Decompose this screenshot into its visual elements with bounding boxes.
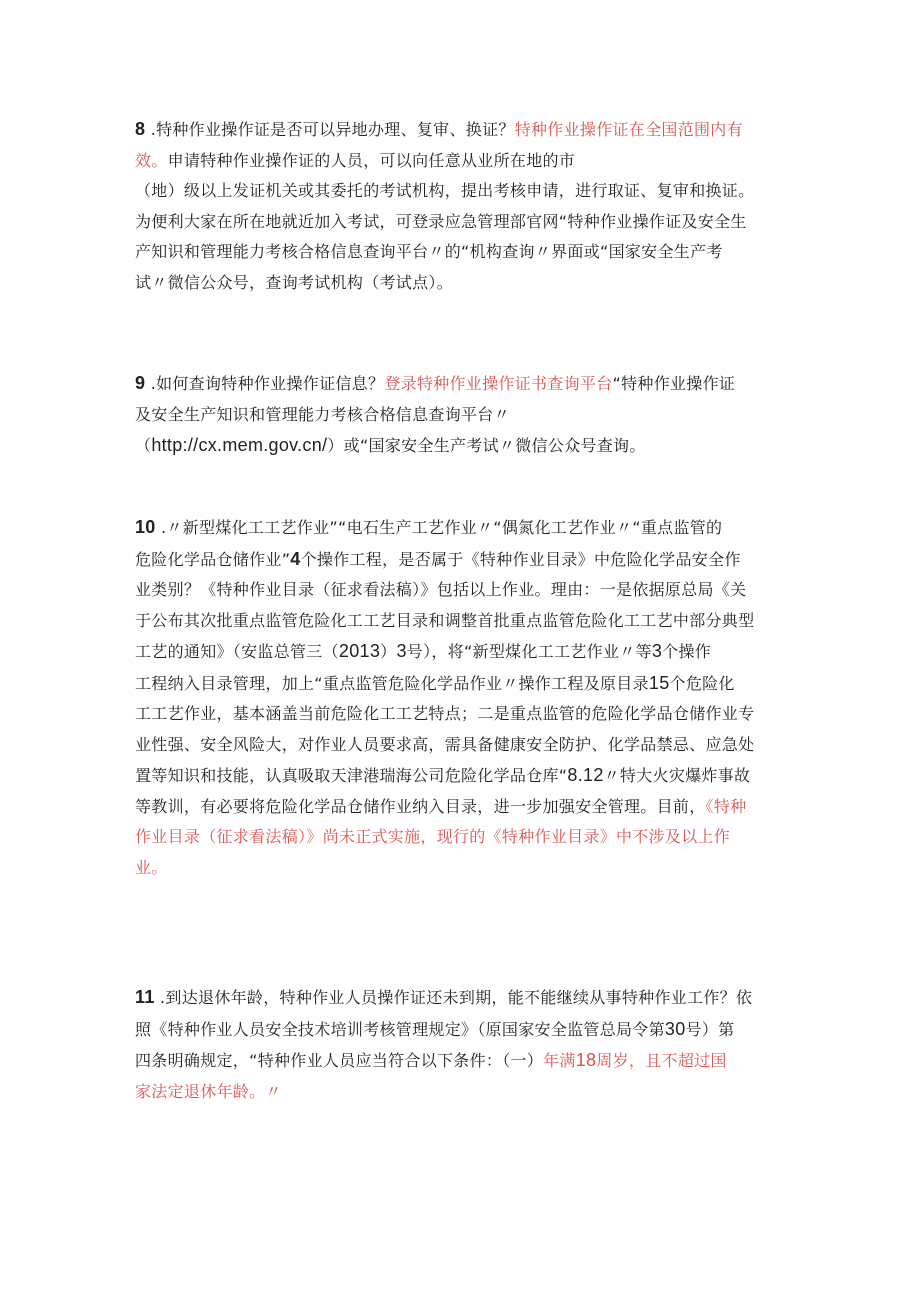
text-run: 年满 (543, 1051, 576, 1070)
text-run: 照《特种作业人员安全技术培训考核管理规定》（原国家安全监管总局令第 (135, 1019, 665, 1039)
text-line (135, 368, 795, 400)
text-line (135, 982, 795, 1014)
text-line (135, 730, 795, 761)
text-run: 四条明确规定，“特种作业人员应当符合以下条件：（一） (135, 1051, 544, 1070)
text-line (135, 792, 795, 823)
text-line (135, 268, 795, 299)
text-run: 10 (135, 517, 156, 537)
text-line (135, 512, 795, 544)
text-line (135, 544, 795, 576)
item-10 (135, 512, 795, 883)
text-run: 8 (135, 119, 146, 139)
text-line (135, 114, 795, 146)
text-run: 效。 (135, 150, 168, 170)
text-run: 个操作 (662, 642, 712, 661)
item-8 (135, 114, 795, 298)
text-run: 3 (396, 641, 407, 661)
text-run: 等教训，有必要将危险化学品仓储作业纳入目录，进一步加强安全管理。目前， (135, 796, 706, 816)
text-run: 工程纳入目录管理，加上“重点监管危险化学品作业〃操作工程及原目录 (135, 673, 649, 693)
text-run: 试〃微信公众号，查询考试机构（考试点）。 (135, 272, 454, 292)
text-run: 业性强、安全风险大，对作业人员要求高，需具备健康安全防护、化学品禁忌、应急处 (135, 734, 755, 754)
text-line (135, 237, 795, 268)
text-run: 30 (664, 1018, 686, 1039)
text-run: 申请特种作业操作证的人员，可以向任意从业所在地的市 (167, 150, 576, 170)
text-run: “特种作业操作证 (612, 374, 736, 393)
text-run: （ (135, 436, 152, 455)
text-line (135, 400, 795, 431)
text-run: 15 (648, 672, 670, 693)
text-line (135, 699, 795, 730)
text-run: 置等知识和技能，认真吸取天津港瑞海公司危险化学品仓库“ (135, 766, 568, 785)
text-run: .〃新型煤化工工艺作业”“电石生产工艺作业〃“偶氮化工艺作业〃“重点监管的 (155, 518, 723, 537)
text-run: 工艺的通知》（安监总管三（ (135, 642, 339, 661)
text-run: 产知识和管理能力考核合格信息查询平台〃的“机构查询〃界面或“国家安全生产考 (135, 242, 723, 261)
text-run: .到达退休年龄，特种作业人员操作证还未到期，能不能继续从事特种作业工作？依 (154, 988, 753, 1007)
text-line (135, 1045, 795, 1077)
text-line (135, 575, 795, 606)
text-line (135, 146, 795, 177)
text-run: 工工艺作业，基本涵盖当前危险化工工艺特点；二是重点监管的危险化学品仓储作业专 (135, 704, 755, 723)
text-run: 特种作业操作证在全国范围内有 (514, 120, 743, 139)
text-run: 号）第 (685, 1019, 735, 1039)
text-line (135, 822, 795, 853)
text-run: ） (380, 642, 397, 661)
text-run: 4 (290, 548, 301, 569)
text-run: 业类别？《特种作业目录（征求看法稿）》包括以上作业。理由：一是依据原总局《关 (135, 580, 747, 599)
text-run: .特种作业操作证是否可以异地办理、复审、换证？ (145, 120, 515, 139)
text-line (135, 760, 795, 792)
text-run: 为便利大家在所在地就近加入考试，可登录应急管理部官网“特种作业操作证及安全生 (135, 211, 747, 231)
text-run: 及安全生产知识和管理能力考核合格信息查询平台〃 (135, 404, 510, 424)
text-run: 业。 (135, 857, 168, 877)
text-run: 号），将“新型煤化工工艺作业〃等 (406, 642, 652, 661)
text-run: 3 (651, 641, 663, 661)
text-line (135, 176, 795, 207)
text-run: ）或“国家安全生产考试〃微信公众号查询。 (327, 436, 646, 455)
text-run: 《特种 (705, 796, 747, 816)
text-line (135, 1077, 795, 1108)
text-line (135, 1014, 795, 1046)
text-run: 9 (135, 373, 146, 393)
text-run: 18 (575, 1050, 597, 1070)
text-run: 于公布其次批重点监管危险化工工艺目录和调整首批重点监管危险化工工艺中部分典型 (135, 610, 755, 630)
text-line (135, 606, 795, 637)
text-line (135, 207, 795, 238)
text-run: 8.12 (567, 765, 604, 785)
text-run: 作业目录（征求看法稿）》尚未正式实施，现行的《特种作业目录》中不涉及以上作 (135, 827, 731, 846)
item-9 (135, 368, 795, 462)
text-run: 家法定退休年龄。〃 (135, 1081, 282, 1101)
text-run: 周岁，且不超过国 (596, 1051, 727, 1070)
text-run: 危险化学品仓储作业” (135, 549, 291, 569)
text-run: http://cx.mem.gov.cn/ (151, 435, 328, 455)
text-line (135, 636, 795, 668)
text-run: 2013 (338, 641, 381, 661)
text-run: .如何查询特种作业操作证信息？ (145, 374, 385, 393)
text-line (135, 430, 795, 462)
item-11 (135, 982, 795, 1107)
text-line (135, 853, 795, 884)
text-run: 〃特大火灾爆炸事故 (603, 766, 751, 785)
text-line (135, 668, 795, 700)
text-run: 登录特种作业操作证书查询平台 (384, 374, 613, 393)
text-run: 11 (135, 987, 155, 1007)
text-run: （地）级以上发证机关或其委托的考试机构，提出考核申请，进行取证、复审和换证。 (135, 181, 755, 200)
text-run: 个操作工程，是否属于《特种作业目录》中危险化学品安全作 (300, 549, 741, 569)
text-run: 个危险化 (669, 673, 735, 693)
